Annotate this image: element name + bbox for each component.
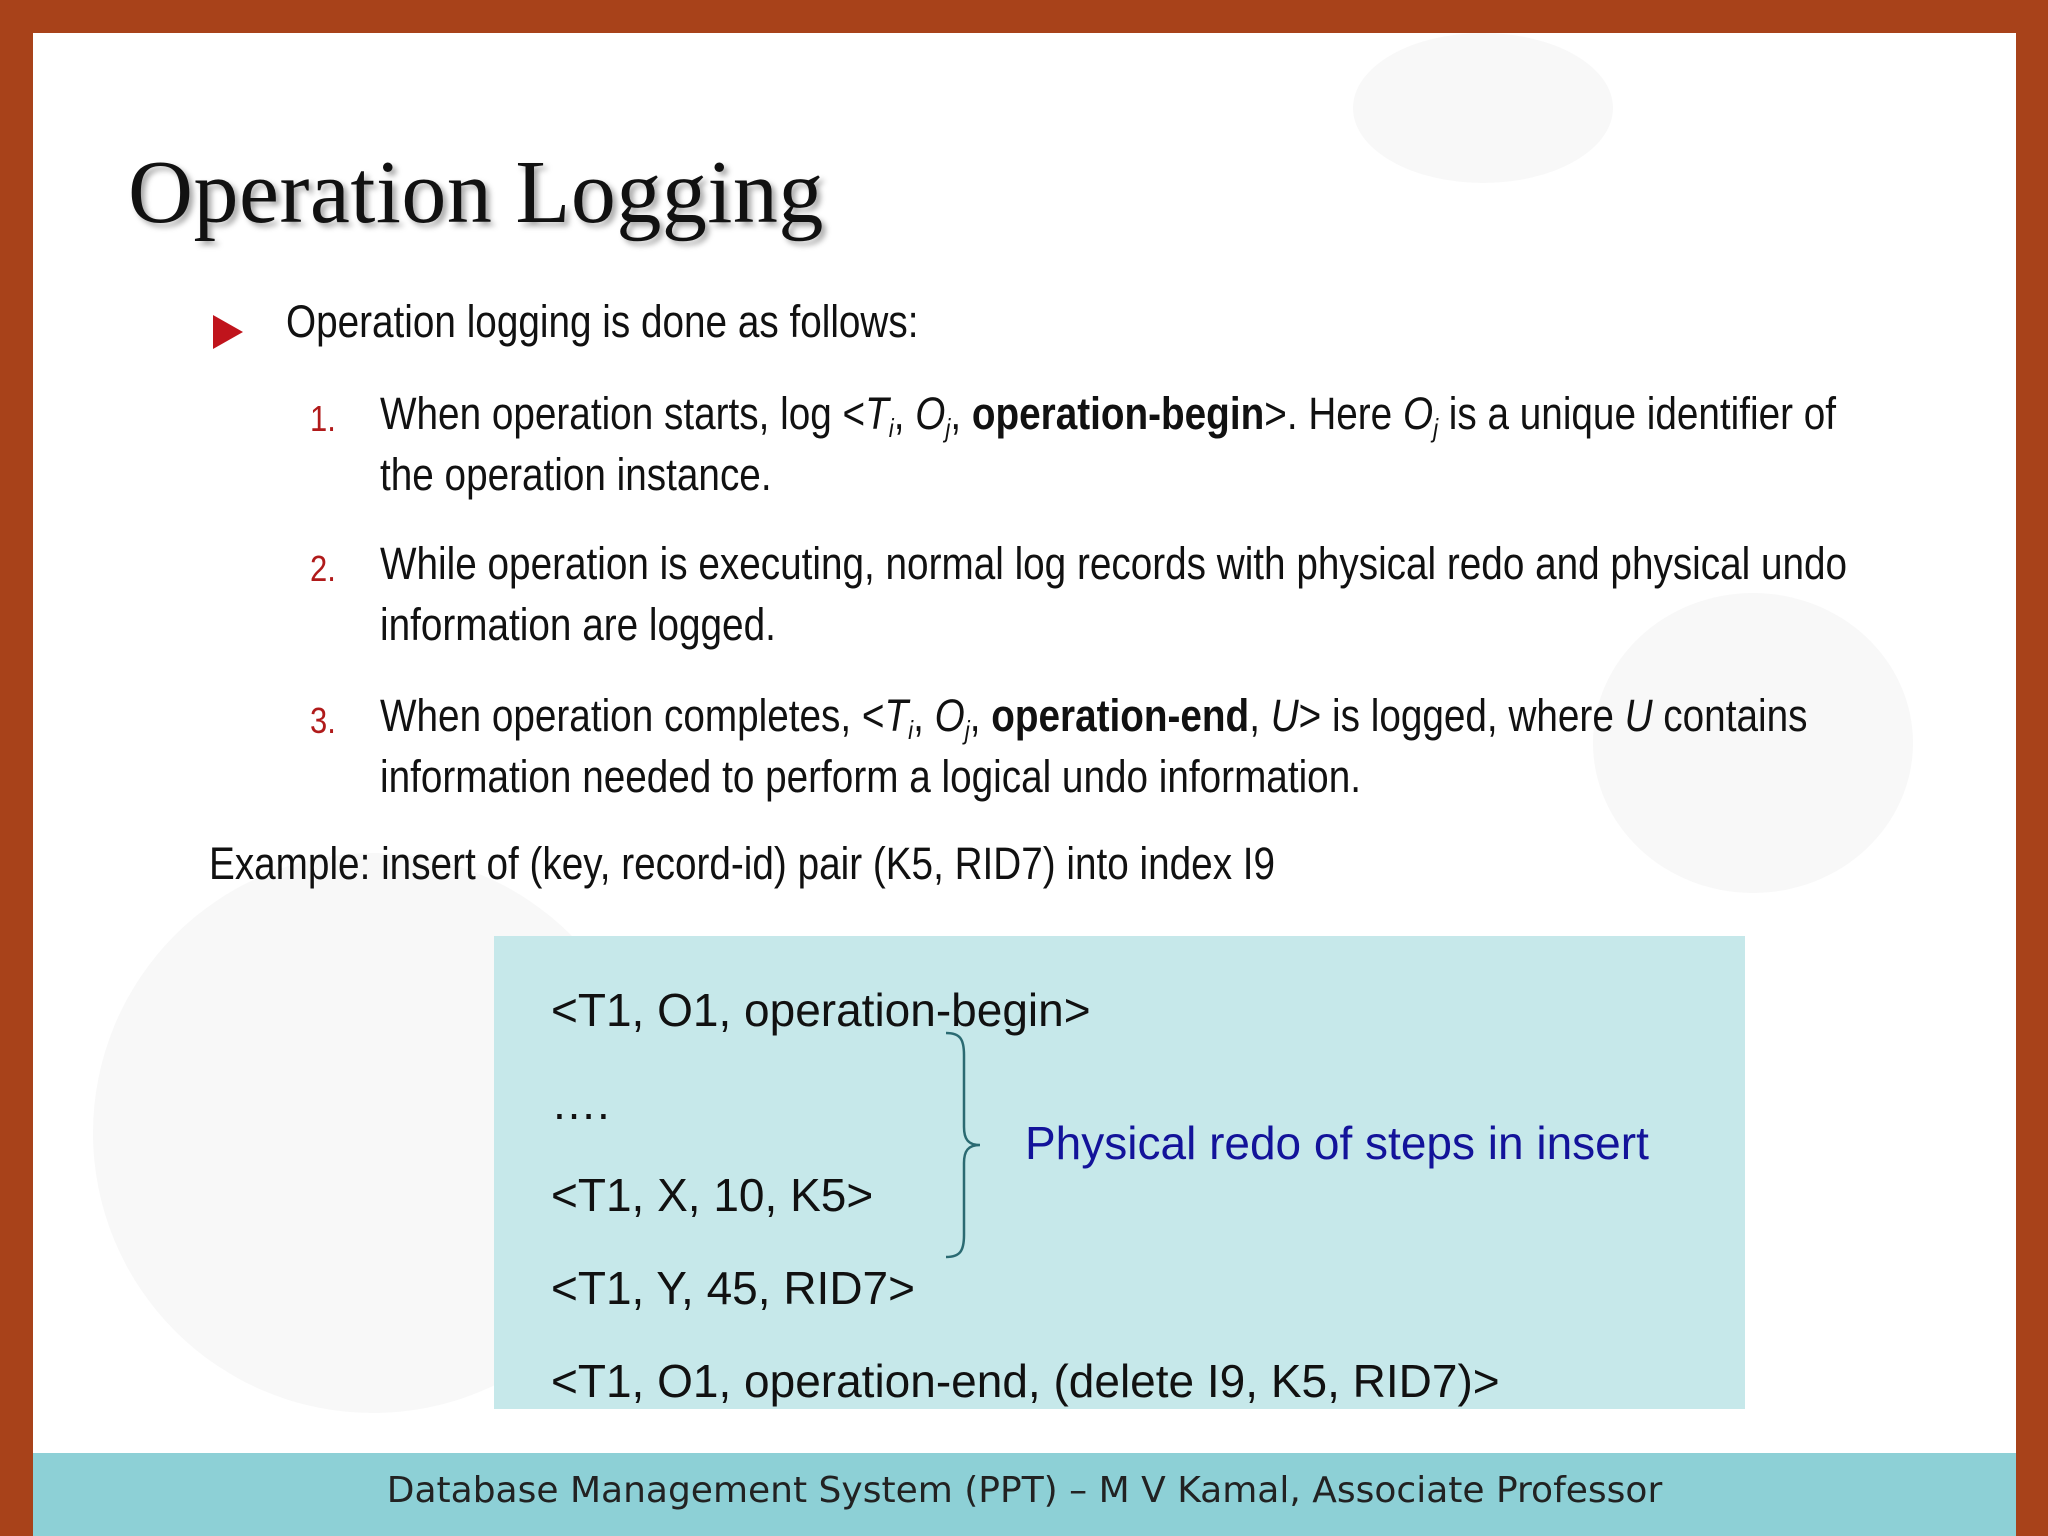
log-record-box [494,936,1745,1409]
bullet-text: Operation logging is done as follows: [286,296,919,347]
item-text: , [913,690,935,741]
log-line: <T1, O1, operation-begin> [551,984,1091,1036]
subscript: i [888,413,894,443]
item-text: is a unique identifier of the operation instance. [380,388,1837,500]
bold-keyword: operation-begin [971,388,1265,439]
item-text: >. Here [1264,388,1403,439]
item-number: 3. [310,700,336,741]
italic-var: U [1270,690,1299,741]
italic-var: U [1624,690,1653,741]
footer-text: Database Management System (PPT) – M V Kamal, Associate Professor [386,1470,1663,1511]
list-item-1 [380,383,1876,505]
item-text: , [950,388,972,439]
italic-var: T [865,388,889,439]
item-text: , [969,690,992,741]
log-line: <T1, O1, operation-end, (delete I9, K5, RID7)> [551,1355,1500,1407]
curly-brace-icon [944,1031,984,1259]
item-text: When operation starts, log < [380,388,866,439]
example-text: Example: insert of (key, record-id) pair (K5, RID7) into index I9 [209,838,1276,889]
log-line: <T1, X, 10, K5> [551,1169,874,1221]
log-line: <T1, Y, 45, RID7> [551,1262,915,1314]
slide [33,33,2016,1453]
bold-keyword: operation-end [991,690,1250,741]
log-line: …. [551,1077,610,1129]
italic-var: O [915,388,946,439]
italic-var: O [934,690,965,741]
bullet-arrow-icon [213,315,243,349]
item-text: > is logged, where [1298,690,1625,741]
subscript: j [945,413,951,443]
background-decoration [1353,33,1613,183]
subscript: i [908,715,914,745]
slide-title: Operation Logging [128,143,824,242]
italic-var: O [1402,388,1434,439]
item-text: contains information needed to perform a logical undo information. [380,690,1808,802]
italic-var: T [884,690,909,741]
list-item-3 [380,685,1876,807]
list-item-2: While operation is executing, normal log records with physical redo and physical undo information are logged. [380,538,1848,650]
item-text: , [893,388,916,439]
item-text: When operation completes, < [380,690,885,741]
footer-band [33,1453,2016,1536]
annotation-text: Physical redo of steps in insert [1025,1117,1649,1169]
item-number: 1. [310,398,336,439]
subscript: j [1433,413,1439,443]
item-number: 2. [310,548,336,589]
item-text: , [1249,690,1271,741]
subscript: j [964,715,970,745]
